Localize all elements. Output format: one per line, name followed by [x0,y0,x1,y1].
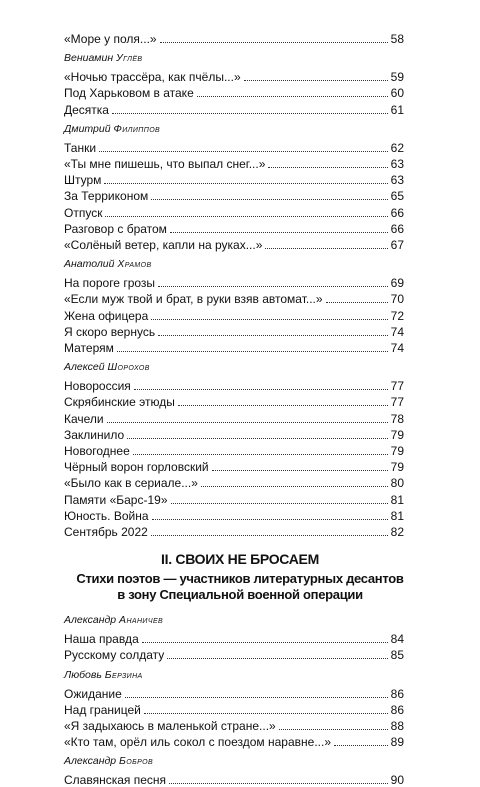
entry-title: Матерям [64,341,114,355]
toc-entry[interactable] [64,701,404,717]
entry-title: Заклинило [64,427,125,442]
toc-entry[interactable] [64,274,404,290]
author-name [64,257,152,271]
author-name [64,360,150,374]
author-first-name: Анатолий [64,258,118,271]
author-surname: Храмов [117,258,152,271]
dot-leader [105,216,387,217]
entry-page-number: 74 [390,341,404,355]
entry-title: «Кто там, орёл иль сокол с поездом наравне...» [64,735,331,750]
author-first-name: Дмитрий [64,122,114,135]
entry-title: «Ты мне пишешь, что выпал снег...» [64,157,266,171]
entry-title: Над границей [64,702,141,717]
author-name [64,668,143,682]
toc-entry[interactable] [64,101,404,117]
entry-title: Чёрный ворон горловский [64,460,209,475]
entry-page-number: 79 [390,444,404,458]
dot-leader [158,335,388,336]
dot-leader [265,248,387,249]
author-first-name: Любовь [64,668,105,681]
dot-leader [158,286,388,287]
entry-page-number: 86 [390,702,404,717]
toc-entry[interactable] [64,155,404,171]
entry-title: Под Харьковом в атаке [64,86,194,101]
toc-entry[interactable] [64,426,404,442]
entry-title: Скрябинские этюды [64,395,175,410]
dot-leader [117,351,388,352]
entry-page-number: 61 [390,102,404,117]
toc-entry[interactable] [64,84,404,100]
dot-leader [104,183,387,184]
entry-title: «Солёный ветер, капли на руках...» [64,238,263,252]
entry-title: Штурм [64,173,102,188]
entry-title: «Если муж твой и брат, в руки взяв автомат...» [64,292,323,307]
toc-entry[interactable] [64,339,404,355]
author-surname: Берзина [104,668,143,681]
toc-entry[interactable] [64,685,404,701]
dot-leader [125,697,388,698]
toc-entry[interactable] [64,733,404,749]
toc-entry[interactable] [64,442,404,458]
toc-entry[interactable] [64,410,404,426]
entry-page-number: 63 [390,173,404,188]
entry-page-number: 69 [390,276,404,291]
toc-entry[interactable] [64,523,404,539]
entry-page-number: 60 [390,86,404,101]
entry-page-number: 72 [390,308,404,323]
dot-leader [160,42,388,43]
toc-entry[interactable] [64,377,404,393]
author-surname: Филиппов [113,122,161,135]
entry-title: «Море у поля...» [64,32,157,46]
entry-title: Я скоро вернусь [64,324,156,339]
author-first-name: Александр [64,614,120,627]
toc-entry[interactable] [64,474,404,490]
dot-leader [144,713,388,714]
dot-leader [99,151,388,152]
dot-leader [167,658,387,659]
entry-page-number: 66 [390,221,404,236]
entry-page-number: 63 [390,157,404,171]
entry-title: Юность. Война [64,508,149,523]
toc-entry[interactable] [64,204,404,220]
author-surname: Углёв [116,52,143,65]
author-first-name: Алексей [64,361,108,374]
author-first-name: Александр [64,755,120,768]
entry-title: Отпуск [64,205,103,220]
entry-page-number: 59 [390,70,404,85]
entry-page-number: 90 [390,773,404,787]
toc-entry[interactable] [64,393,404,409]
entry-page-number: 81 [390,492,404,507]
author-surname: Бобров [119,755,154,768]
entry-title: На пороге грозы [64,276,156,291]
dot-leader [171,503,388,504]
entry-title: Десятка [64,102,109,117]
dot-leader [244,80,388,81]
section-title: II. СВОИХ НЕ БРОСАЕМ [161,551,319,568]
dot-leader [197,96,388,97]
dot-leader [201,486,388,487]
entry-page-number: 65 [390,189,404,204]
dot-leader [133,454,388,455]
toc-entry[interactable] [64,290,404,306]
dot-leader [334,745,388,746]
dot-leader [107,422,388,423]
entry-title: Разговор с братом [64,221,167,236]
entry-title: Сентябрь 2022 [64,525,148,539]
entry-page-number: 66 [390,205,404,220]
entry-page-number: 70 [390,292,404,307]
entry-title: Славянская песня [64,773,167,787]
toc-entry[interactable] [64,307,404,323]
entry-title: Ожидание [64,686,122,701]
dot-leader [152,519,388,520]
entry-title: Танки [64,140,97,155]
toc-entry[interactable] [64,220,404,236]
entry-title: Новороссия [64,379,131,394]
toc-entry[interactable] [64,323,404,339]
section-subtitle-line: в зону Специальной военной операции [117,587,363,603]
entry-page-number: 86 [390,686,404,701]
dot-leader [170,232,388,233]
author-name [64,51,142,65]
dot-leader [151,535,388,536]
entry-page-number: 82 [390,525,404,539]
dot-leader [169,783,388,784]
toc-entry[interactable] [64,30,404,46]
entry-page-number: 58 [390,32,404,46]
dot-leader [178,405,388,406]
dot-leader [279,729,388,730]
toc-entry[interactable] [64,458,404,474]
author-surname: Шорохов [107,361,150,374]
dot-leader [326,302,388,303]
entry-page-number: 79 [390,460,404,475]
entry-page-number: 85 [390,648,404,663]
toc-entry[interactable] [64,236,404,252]
author-name [64,122,160,136]
author-first-name: Вениамин [64,52,117,65]
entry-page-number: 80 [390,476,404,491]
toc-entry[interactable] [64,630,404,646]
entry-page-number: 88 [390,719,404,733]
author-surname: Ананичев [119,614,164,627]
dot-leader [142,642,388,643]
entry-page-number: 81 [390,508,404,523]
entry-title: «Ночью трассёра, как пчёлы...» [64,70,241,85]
toc-entry[interactable] [64,491,404,507]
dot-leader [112,113,388,114]
entry-title: Новогоднее [64,444,130,458]
entry-page-number: 77 [390,379,404,394]
entry-page-number: 89 [390,735,404,750]
entry-title: Памяти «Барс-19» [64,492,168,507]
entry-page-number: 77 [390,395,404,410]
dot-leader [151,319,387,320]
toc-entry[interactable] [64,139,404,155]
entry-page-number: 79 [390,427,404,442]
entry-page-number: 78 [390,411,404,426]
dot-leader [134,389,388,390]
section-subtitle-line: Стихи поэтов — участников литературных десантов [76,571,404,587]
toc-entry[interactable] [64,171,404,187]
entry-title: Наша правда [64,632,139,647]
toc-entry[interactable] [64,646,404,662]
entry-title: Русскому солдату [64,648,165,663]
entry-title: За Терриконом [64,189,149,204]
entry-title: Жена офицера [64,308,149,323]
dot-leader [268,167,387,168]
entry-title: Качели [64,411,104,426]
toc-entry[interactable] [64,507,404,523]
dot-leader [151,199,387,200]
toc-entry[interactable] [64,771,404,787]
author-name [64,754,153,768]
toc-entry[interactable] [64,187,404,203]
entry-page-number: 67 [390,238,404,252]
dot-leader [127,438,387,439]
entry-page-number: 84 [390,632,404,647]
entry-page-number: 74 [390,324,404,339]
dot-leader [212,470,388,471]
entry-page-number: 62 [390,140,404,155]
author-name [64,613,163,627]
toc-entry[interactable] [64,717,404,733]
toc-entry[interactable] [64,68,404,84]
entry-title: «Было как в сериале...» [64,476,198,491]
entry-title: «Я задыхаюсь в маленькой стране...» [64,719,276,733]
